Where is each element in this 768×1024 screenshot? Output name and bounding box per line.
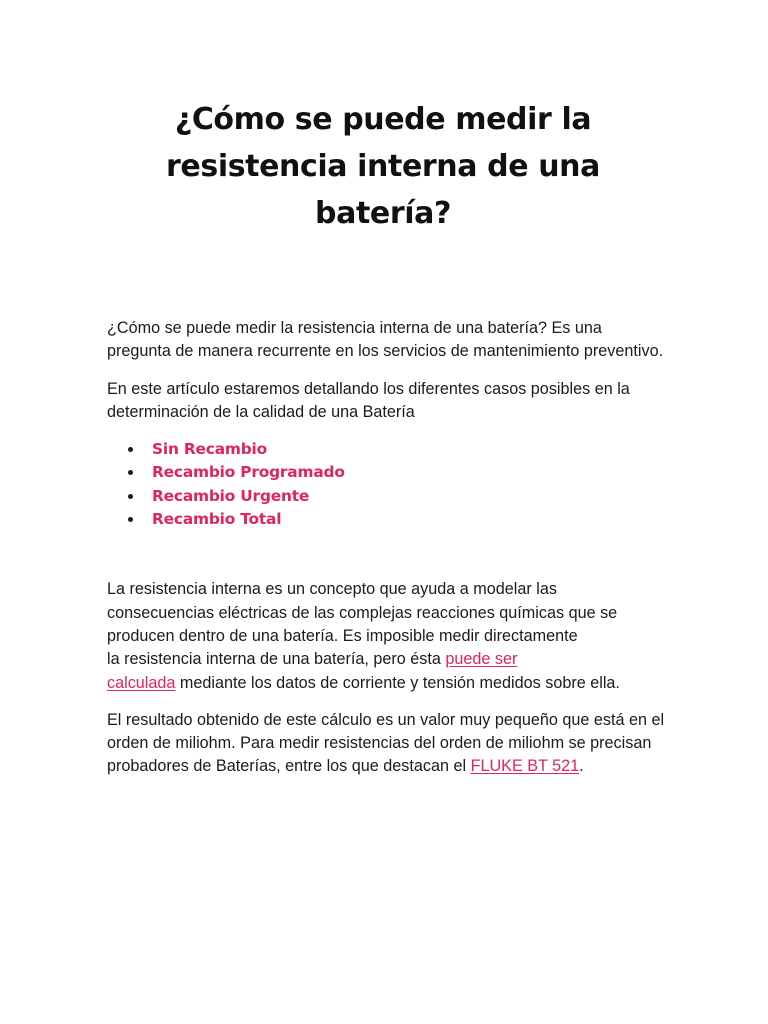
resistance-line: la resistencia interna de una batería, pero ésta: [107, 650, 446, 669]
cases-list: [107, 438, 667, 531]
resistance-line: producen dentro de una batería. Es imposible medir directamente: [107, 626, 578, 645]
result-end: .: [579, 757, 584, 776]
calculation-link-continued[interactable]: calculada: [107, 673, 176, 692]
article-title: ¿Cómo se puede medir la resistencia interna de una batería?: [166, 102, 600, 231]
article-body: [107, 317, 667, 779]
bullet-icon: [128, 494, 133, 499]
result-paragraph: [107, 709, 667, 779]
resistance-paragraph: [107, 578, 667, 694]
cases-paragraph: En este artículo estaremos detallando los diferentes casos posibles en la determinación de la calidad de una Batería: [107, 379, 630, 421]
list-item: [107, 461, 667, 484]
resistance-line: mediante los datos de corriente y tensión medidos sobre ella.: [175, 673, 620, 692]
list-item: [107, 508, 667, 531]
case-label: Recambio Urgente: [152, 486, 310, 505]
intro-paragraph: ¿Cómo se puede medir la resistencia interna de una batería? Es una pregunta de manera recurrente en los servicios de mantenimiento preventivo.: [107, 319, 664, 361]
case-label: Recambio Programado: [152, 463, 345, 482]
list-item: [107, 485, 667, 508]
bullet-icon: [128, 470, 133, 475]
case-label: Sin Recambio: [152, 440, 267, 459]
resistance-line: La resistencia interna es un concepto que ayuda a modelar las: [107, 580, 557, 599]
fluke-bt521-link[interactable]: FLUKE BT 521: [470, 757, 580, 776]
calculation-link[interactable]: puede ser: [445, 650, 518, 669]
case-label: Recambio Total: [152, 510, 282, 529]
bullet-icon: [128, 447, 133, 452]
bullet-icon: [128, 517, 133, 522]
resistance-line: consecuencias eléctricas de las complejas reacciones químicas que se: [107, 603, 618, 622]
result-text: El resultado obtenido de este cálculo es un valor muy pequeño que está en el orden de miliohm. Para medir resistencias del orden de miliohm se precisan probadores de Baterías, entre los que destacan el: [107, 710, 665, 776]
list-item: [107, 438, 667, 461]
